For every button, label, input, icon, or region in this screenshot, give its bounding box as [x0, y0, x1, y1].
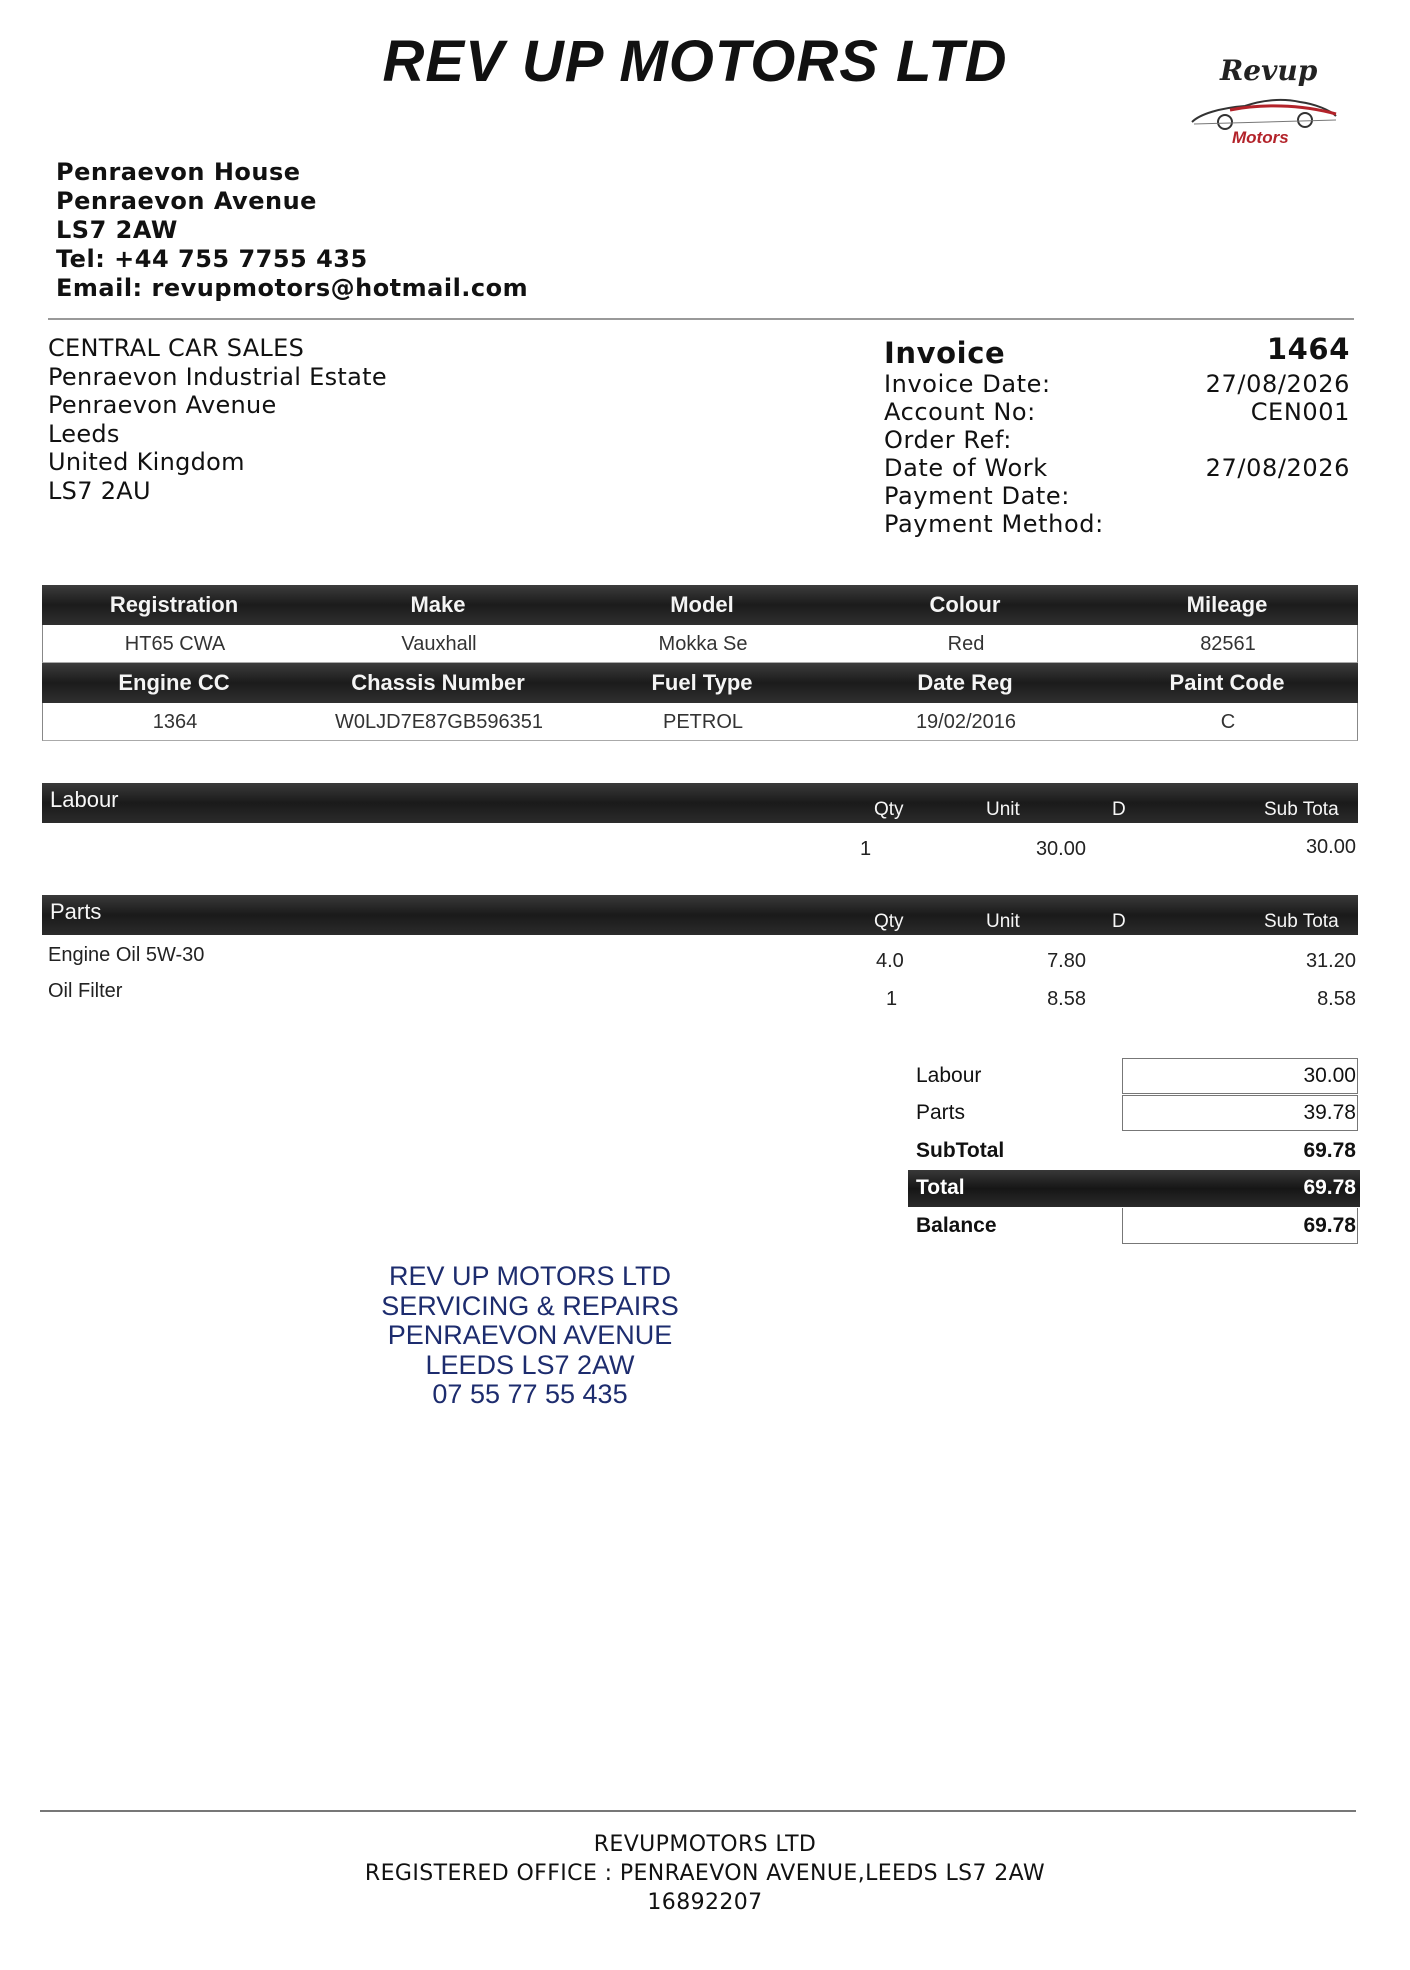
logo-text-bottom: Motors	[1232, 128, 1289, 147]
parts-line-subtotal: 31.20	[1305, 950, 1356, 972]
mileage-value: 82561	[1200, 633, 1256, 655]
footer-registered-office: REGISTERED OFFICE : PENRAEVON AVENUE,LEEDS LS7 2AW	[364, 1861, 1046, 1886]
parts-line-qty: 4.0	[876, 950, 904, 972]
account-no-value: CEN001	[1250, 398, 1350, 426]
parts-subtotal-header: Sub Tota	[1264, 911, 1339, 932]
stamp-line: LEEDS LS7 2AW	[425, 1349, 635, 1380]
totals-label: Total	[916, 1176, 965, 1199]
paint-code-value: C	[1220, 711, 1236, 733]
stamp-line: REV UP MOTORS LTD	[388, 1261, 672, 1291]
header-divider	[48, 318, 1354, 320]
parts-line-description: Oil Filter	[48, 980, 123, 1002]
order-ref-label: Order Ref:	[884, 426, 1012, 454]
vehicle-data-row	[42, 625, 1358, 663]
date-reg-value: 19/02/2016	[915, 711, 1017, 733]
logo-text-top: Revup	[1220, 54, 1318, 87]
totals-value: 69.78	[1303, 1214, 1356, 1237]
header-colour: Colour	[929, 592, 1001, 617]
header-engine-cc: Engine CC	[118, 670, 230, 695]
header-paint-code: Paint Code	[1169, 670, 1285, 695]
stamp-line: PENRAEVON AVENUE	[387, 1320, 673, 1350]
model-value: Mokka Se	[658, 633, 748, 655]
payment-method-value	[1206, 510, 1350, 538]
parts-line-unit: 8.58	[1047, 988, 1086, 1010]
parts-discount-header: D	[1112, 911, 1126, 932]
account-no-label: Account No:	[884, 398, 1036, 426]
totals-label: Labour	[916, 1064, 982, 1087]
invoice-labels	[884, 336, 1104, 538]
parts-line-description: Engine Oil 5W-30	[48, 944, 205, 966]
parts-line-unit: 7.80	[1047, 950, 1086, 972]
stamp-line: SERVICING & REPAIRS	[381, 1290, 679, 1321]
parts-line-subtotal: 8.58	[1317, 988, 1356, 1010]
parts-section-header	[42, 895, 1358, 935]
labour-title: Labour	[50, 787, 119, 812]
totals-value: 69.78	[1303, 1176, 1356, 1199]
totals-label: SubTotal	[916, 1139, 1005, 1162]
totals-value: 39.78	[1303, 1101, 1356, 1124]
engine-cc-value: 1364	[152, 711, 198, 733]
labour-discount-header: D	[1112, 799, 1126, 820]
totals-subtotal-row	[908, 1133, 1360, 1170]
totals-parts-row	[908, 1095, 1360, 1132]
header-registration: Registration	[109, 592, 239, 617]
parts-qty-header: Qty	[874, 911, 904, 932]
labour-qty-header: Qty	[874, 799, 904, 820]
vehicle-header-row	[42, 663, 1358, 703]
invoice-date-value: 27/08/2026	[1205, 370, 1350, 398]
customer-line: CENTRAL CAR SALES	[48, 334, 305, 362]
labour-line-unit: 30.00	[1035, 838, 1086, 860]
customer-line: Penraevon Industrial Estate	[48, 362, 387, 391]
labour-line-qty: 1	[860, 838, 872, 860]
invoice-number: 1464	[1266, 332, 1350, 366]
totals-label: Balance	[916, 1214, 997, 1237]
payment-date-label: Payment Date:	[884, 482, 1070, 510]
header-chassis-number: Chassis Number	[351, 670, 525, 695]
order-ref-value	[1206, 426, 1350, 454]
header-make: Make	[410, 592, 466, 617]
labour-subtotal-header: Sub Tota	[1264, 799, 1339, 820]
payment-date-value	[1206, 482, 1350, 510]
company-logo	[1180, 50, 1370, 160]
totals-label: Parts	[916, 1101, 966, 1124]
customer-line: LS7 2AU	[48, 476, 151, 505]
company-address	[56, 158, 528, 303]
car-silhouette-icon	[1190, 92, 1340, 132]
date-of-work-value: 27/08/2026	[1205, 454, 1350, 482]
company-address-line: Penraevon House	[56, 158, 301, 186]
footer-company-number: 16892207	[647, 1890, 763, 1915]
labour-unit-header: Unit	[986, 799, 1020, 820]
company-email: Email: revupmotors@hotmail.com	[56, 274, 529, 302]
stamp-line: 07 55 77 55 435	[432, 1379, 628, 1409]
parts-title: Parts	[50, 899, 102, 924]
parts-unit-header: Unit	[986, 911, 1020, 932]
invoice-values	[1206, 332, 1350, 538]
header-date-reg: Date Reg	[917, 670, 1013, 695]
totals-balance-row	[908, 1208, 1360, 1245]
registration-value: HT65 CWA	[124, 633, 226, 655]
footer	[0, 1830, 1410, 1917]
invoice-heading: Invoice	[884, 336, 1006, 370]
company-address-line: LS7 2AW	[56, 216, 178, 244]
invoice-date-label: Invoice Date:	[884, 370, 1051, 398]
payment-method-label: Payment Method:	[884, 510, 1104, 538]
chassis-number-value: W0LJD7E87GB596351	[335, 711, 543, 733]
company-phone: Tel: +44 755 7755 435	[56, 245, 368, 273]
fuel-type-value: PETROL	[662, 711, 744, 733]
company-stamp	[330, 1262, 730, 1410]
make-value: Vauxhall	[401, 633, 477, 655]
company-title: REV UP MOTORS LTD	[382, 29, 1008, 94]
vehicle-header-row	[42, 585, 1358, 625]
labour-line-subtotal: 30.00	[1305, 836, 1356, 858]
totals-total-row	[908, 1170, 1360, 1207]
customer-line: United Kingdom	[48, 448, 245, 476]
totals-value: 30.00	[1303, 1064, 1356, 1087]
customer-address	[48, 334, 387, 505]
footer-divider	[40, 1810, 1356, 1812]
footer-company: REVUPMOTORS LTD	[593, 1832, 817, 1857]
customer-line: Leeds	[48, 419, 120, 448]
totals-value: 69.78	[1303, 1139, 1356, 1162]
date-of-work-label: Date of Work	[884, 454, 1048, 482]
header-model: Model	[670, 592, 734, 617]
customer-line: Penraevon Avenue	[48, 391, 277, 419]
header-mileage: Mileage	[1186, 592, 1268, 617]
colour-value: Red	[947, 633, 985, 655]
company-address-line: Penraevon Avenue	[56, 187, 317, 215]
labour-section-header	[42, 783, 1358, 823]
totals-labour-row	[908, 1058, 1360, 1095]
header-fuel-type: Fuel Type	[651, 670, 753, 695]
vehicle-data-row	[42, 703, 1358, 741]
parts-line-qty: 1	[886, 988, 898, 1010]
